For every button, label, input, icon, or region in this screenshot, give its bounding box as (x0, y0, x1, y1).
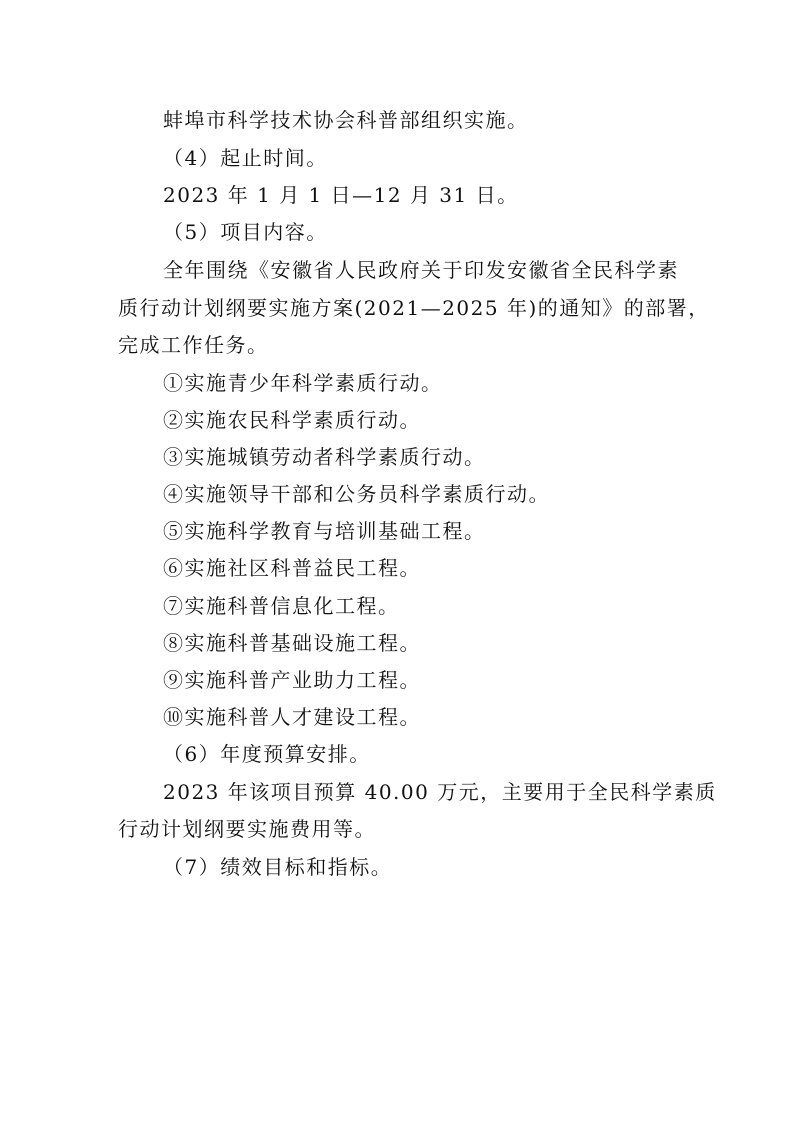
list-item: ⑩实施科普人才建设工程。 (163, 705, 421, 729)
paragraph-organizer: 蚌埠市科学技术协会科普部组织实施。 (163, 108, 529, 132)
paragraph-period-dates: 2023 年 1 月 1 日—12 月 31 日。 (163, 183, 519, 207)
paragraph-content-line-3: 完成工作任务。 (118, 333, 269, 357)
list-item: ④实施领导干部和公务员科学素质行动。 (163, 482, 550, 506)
paragraph-budget-line-2: 行动计划纲要实施费用等。 (118, 817, 376, 841)
paragraph-content-line-1: 全年围绕《安徽省人民政府关于印发安徽省全民科学素 (163, 258, 679, 282)
paragraph-budget-line-1: 2023 年该项目预算 40.00 万元，主要用于全民科学素质 (163, 780, 717, 804)
list-item: ③实施城镇劳动者科学素质行动。 (163, 445, 486, 469)
paragraph-content-line-2: 质行动计划纲要实施方案(2021—2025 年)的通知》的部署， (118, 296, 710, 320)
list-item: ⑤实施科学教育与培训基础工程。 (163, 519, 486, 543)
list-item: ⑦实施科普信息化工程。 (163, 594, 400, 618)
heading-content: （5）项目内容。 (163, 220, 328, 244)
list-item: ⑥实施社区科普益民工程。 (163, 556, 421, 580)
list-item: ⑧实施科普基础设施工程。 (163, 631, 421, 655)
heading-period: （4）起止时间。 (163, 146, 328, 170)
list-item: ①实施青少年科学素质行动。 (163, 371, 443, 395)
list-item: ②实施农民科学素质行动。 (163, 408, 421, 432)
list-item: ⑨实施科普产业助力工程。 (163, 668, 421, 692)
heading-budget: （6）年度预算安排。 (163, 742, 371, 766)
heading-performance: （7）绩效目标和指标。 (163, 855, 393, 879)
